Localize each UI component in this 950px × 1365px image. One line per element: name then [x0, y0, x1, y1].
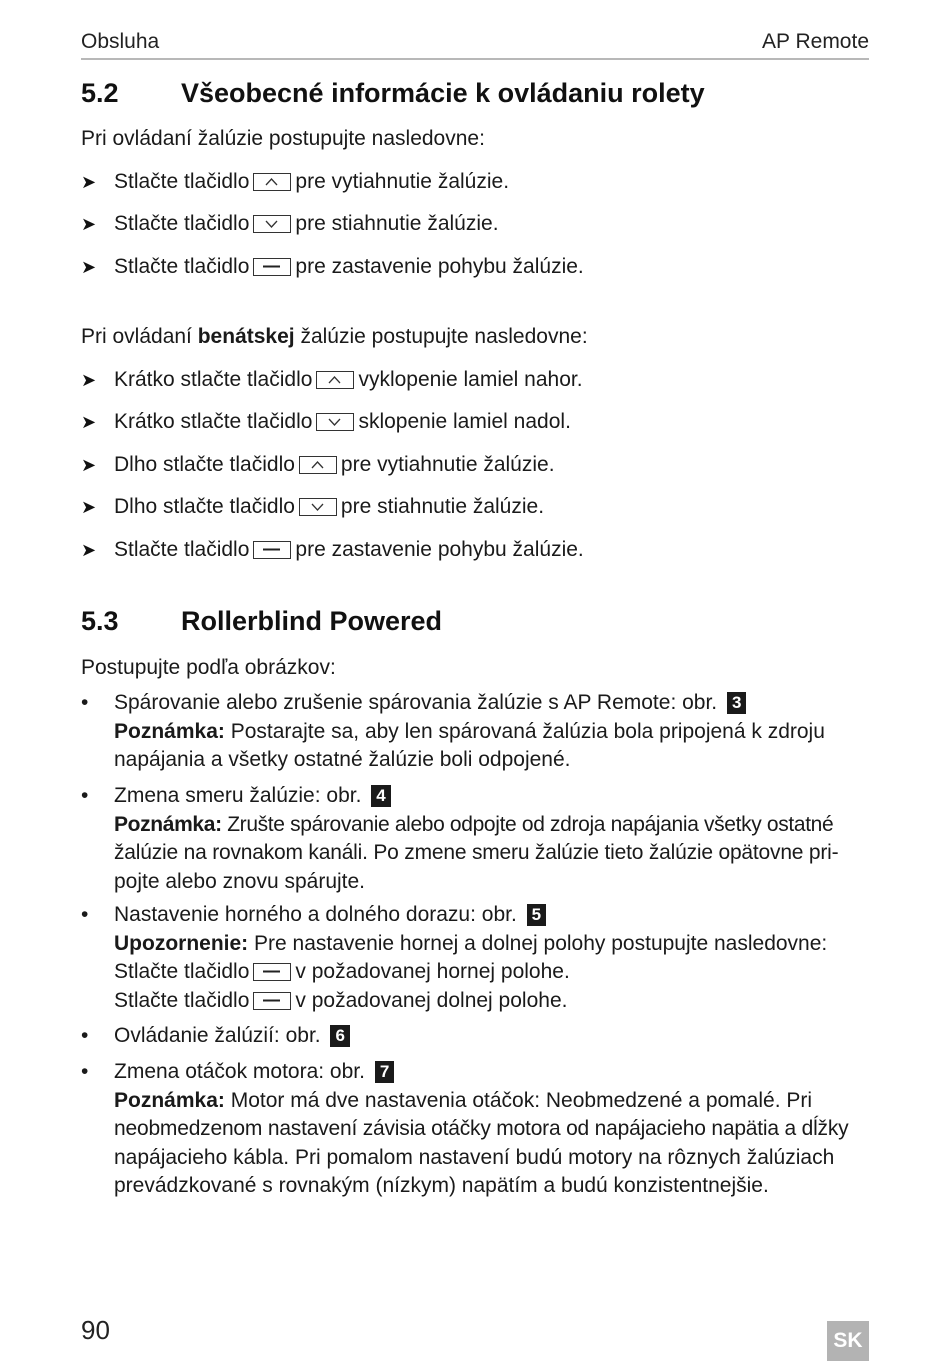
header-divider [81, 58, 869, 60]
step-item: ➤ Stlačte tlačidlo pre zastavenie pohybu žalúzie. [81, 536, 584, 564]
list-item: • Zmena otáčok motora: obr. 7 Poznámka: Motor má dve nastavenia otáčok: Neobmedzené a pomalé. Pri neobmedzenom nastavení závisia otáčky motora od napájacieho napätia a dĺžky napájacieho kábla. Pri pomalom nastavení budú motory na rôznych žalúziach prevádzkované s rovnakým (nízkym) napätím a budú konzistentnejšie. [81, 1060, 849, 1197]
down-button-icon [316, 413, 354, 431]
section-number-5-2: 5.2 [81, 78, 119, 108]
figure-reference: 5 [527, 904, 546, 926]
list-item: • Zmena smeru žalúzie: obr. 4 Poznámka: Zrušte spárovanie alebo odpojte od zdroja napájania všetky ostatné žalúzie na rovnakom kanáli. Po zmene smeru žalúzie tieto žalúzie opätovne pri- pojte alebo znovu spárujte. [81, 784, 839, 893]
bullet-dot-icon: • [81, 1060, 89, 1083]
list-item: • Ovládanie žalúzií: obr. 6 [81, 1022, 881, 1051]
arrow-bullet-icon: ➤ [81, 370, 97, 390]
step-item: ➤ Krátko stlačte tlačidlo sklopenie lamiel nadol. [81, 408, 571, 436]
page-number: 90 [81, 1315, 110, 1345]
step-item: ➤ Stlačte tlačidlo pre vytiahnutie žalúzie. [81, 168, 509, 196]
arrow-bullet-icon: ➤ [81, 172, 97, 192]
down-button-icon [299, 498, 337, 516]
step-item: ➤ Dlho stlačte tlačidlo pre vytiahnutie žalúzie. [81, 451, 555, 479]
figure-reference: 7 [375, 1061, 394, 1083]
list-item: • Spárovanie alebo zrušenie spárovania žalúzie s AP Remote: obr. 3 Poznámka: Postarajte sa, aby len spárovaná žalúzia bola pripojená k zdroju napájania a všetky ostatné žalúzie boli odpojené. [81, 691, 825, 771]
down-button-icon [253, 215, 291, 233]
stop-button-icon [253, 541, 291, 559]
stop-button-icon [253, 963, 291, 981]
stop-button-icon [253, 258, 291, 276]
header-section-label: Obsluha [81, 30, 160, 53]
up-button-icon [253, 173, 291, 191]
bullet-dot-icon: • [81, 1024, 89, 1047]
up-button-icon [299, 456, 337, 474]
step-item: ➤ Stlačte tlačidlo pre stiahnutie žalúzie. [81, 210, 499, 238]
section-number-5-3: 5.3 [81, 606, 119, 636]
arrow-bullet-icon: ➤ [81, 412, 97, 432]
intro-paragraph-3: Postupujte podľa obrázkov: [81, 656, 336, 679]
figure-reference: 3 [727, 692, 746, 714]
arrow-bullet-icon: ➤ [81, 540, 97, 560]
up-button-icon [316, 371, 354, 389]
arrow-bullet-icon: ➤ [81, 455, 97, 475]
stop-button-icon [253, 992, 291, 1010]
header-product-name: AP Remote [762, 30, 869, 53]
bullet-dot-icon: • [81, 691, 89, 714]
arrow-bullet-icon: ➤ [81, 497, 97, 517]
figure-reference: 4 [371, 785, 390, 807]
arrow-bullet-icon: ➤ [81, 257, 97, 277]
section-title-5-2: Všeobecné informácie k ovládaniu rolety [181, 78, 705, 108]
intro-paragraph-2: Pri ovládaní benátskej žalúzie postupujte nasledovne: [81, 325, 588, 348]
language-badge: SK [827, 1321, 869, 1361]
arrow-bullet-icon: ➤ [81, 214, 97, 234]
step-item: ➤ Dlho stlačte tlačidlo pre stiahnutie žalúzie. [81, 493, 544, 521]
list-item: • Nastavenie horného a dolného dorazu: obr. 5 Upozornenie: Pre nastavenie hornej a dolnej polohy postupujte nasledovne: Stlačte tlačidlo v požadovanej hornej polohe. Stlačte tlačidlo v požadovanej dolnej polohe. [81, 903, 828, 1012]
step-item: ➤ Stlačte tlačidlo pre zastavenie pohybu žalúzie. [81, 253, 584, 281]
bullet-dot-icon: • [81, 903, 89, 926]
bullet-dot-icon: • [81, 784, 89, 807]
section-title-5-3: Rollerblind Powered [181, 606, 443, 636]
intro-paragraph-1: Pri ovládaní žalúzie postupujte nasledovne: [81, 127, 485, 150]
step-item: ➤ Krátko stlačte tlačidlo vyklopenie lamiel nahor. [81, 366, 583, 394]
figure-reference: 6 [330, 1025, 349, 1047]
